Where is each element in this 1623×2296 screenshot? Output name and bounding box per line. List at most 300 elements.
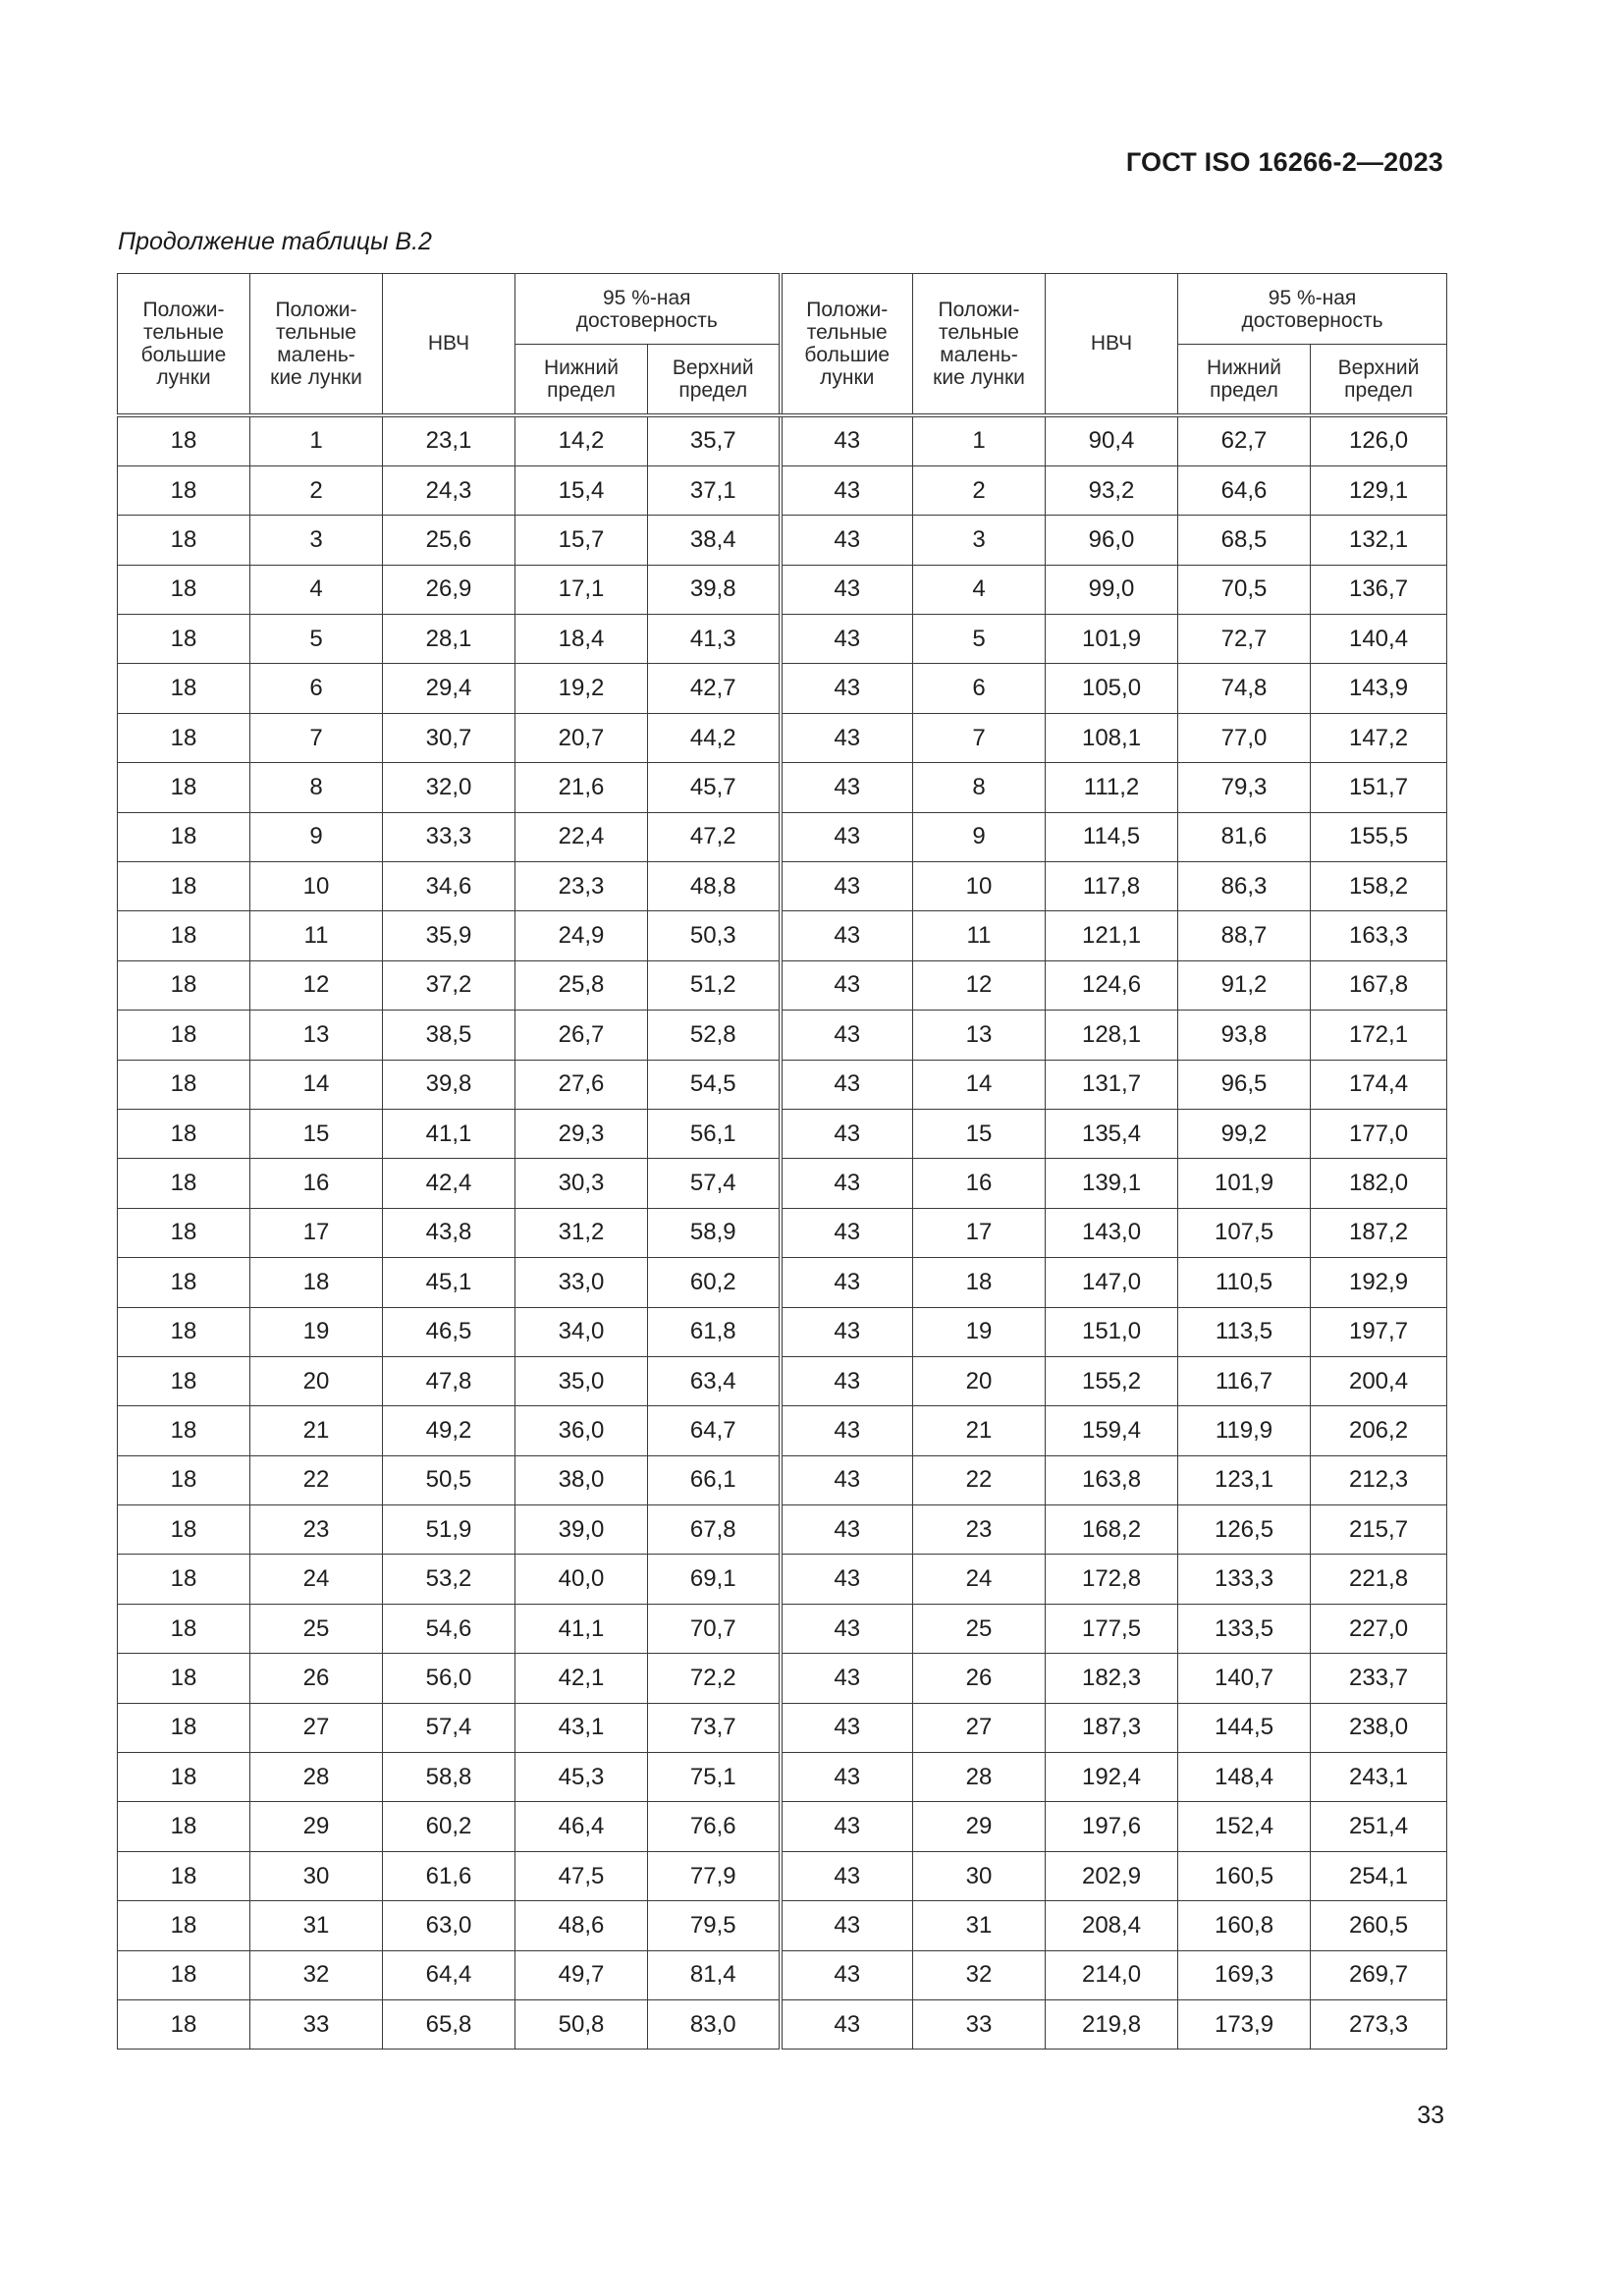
table-cell: 44,2 [648, 713, 781, 762]
table-cell: 163,3 [1311, 911, 1447, 960]
table-cell: 133,3 [1178, 1555, 1311, 1604]
table-cell: 48,8 [648, 862, 781, 911]
table-cell: 43 [781, 615, 913, 664]
table-cell: 123,1 [1178, 1455, 1311, 1504]
table-row [118, 1208, 1447, 1257]
table-cell: 18,4 [515, 615, 648, 664]
table-cell: 169,3 [1178, 1950, 1311, 1999]
table-cell: 34,6 [383, 862, 515, 911]
table-cell: 18 [118, 911, 250, 960]
table-cell: 221,8 [1311, 1555, 1447, 1604]
table-cell: 18 [118, 1703, 250, 1752]
page-number: 33 [1417, 2102, 1444, 2129]
table-cell: 212,3 [1311, 1455, 1447, 1504]
table-cell: 26 [913, 1654, 1046, 1703]
table-cell: 13 [250, 1011, 383, 1060]
header-large-wells: Положи- тельные большие лунки [781, 274, 913, 415]
table-cell: 31 [913, 1901, 1046, 1950]
table-cell: 18 [118, 1307, 250, 1356]
table-cell: 18 [118, 960, 250, 1010]
header-upper-limit: Верхний предел [1311, 345, 1447, 415]
table-cell: 43 [781, 1406, 913, 1455]
table-cell: 43 [781, 763, 913, 812]
table-cell: 43 [781, 1703, 913, 1752]
table-cell: 67,8 [648, 1505, 781, 1555]
table-cell: 2 [250, 465, 383, 515]
table-cell: 18 [118, 415, 250, 466]
table-cell: 18 [118, 516, 250, 565]
table-cell: 159,4 [1046, 1406, 1178, 1455]
table-cell: 48,6 [515, 1901, 648, 1950]
table-cell: 43,8 [383, 1208, 515, 1257]
table-cell: 132,1 [1311, 516, 1447, 565]
table-cell: 152,4 [1178, 1802, 1311, 1851]
table-container [117, 273, 1447, 2050]
table-cell: 22 [250, 1455, 383, 1504]
table-cell: 4 [250, 565, 383, 614]
table-row [118, 415, 1447, 466]
table-row [118, 1505, 1447, 1555]
table-cell: 18 [118, 1555, 250, 1604]
header-small-wells: Положи- тельные малень- кие лунки [913, 274, 1046, 415]
table-cell: 18 [118, 1851, 250, 1900]
table-cell: 42,1 [515, 1654, 648, 1703]
table-cell: 41,1 [383, 1109, 515, 1158]
table-cell: 227,0 [1311, 1604, 1447, 1653]
table-cell: 99,0 [1046, 565, 1178, 614]
table-cell: 9 [913, 812, 1046, 861]
table-cell: 1 [913, 415, 1046, 466]
table-cell: 47,8 [383, 1356, 515, 1405]
table-cell: 24,9 [515, 911, 648, 960]
table-row [118, 862, 1447, 911]
table-row [118, 1455, 1447, 1504]
table-cell: 128,1 [1046, 1011, 1178, 1060]
table-cell: 20 [250, 1356, 383, 1405]
table-cell: 172,1 [1311, 1011, 1447, 1060]
table-cell: 151,7 [1311, 763, 1447, 812]
table-cell: 43 [781, 1060, 913, 1109]
table-cell: 91,2 [1178, 960, 1311, 1010]
table-cell: 2 [913, 465, 1046, 515]
table-cell: 7 [913, 713, 1046, 762]
table-cell: 113,5 [1178, 1307, 1311, 1356]
table-cell: 77,0 [1178, 713, 1311, 762]
header-large-wells: Положи- тельные большие лунки [118, 274, 250, 415]
table-row [118, 1159, 1447, 1208]
table-cell: 15,7 [515, 516, 648, 565]
table-cell: 147,2 [1311, 713, 1447, 762]
table-cell: 72,7 [1178, 615, 1311, 664]
table-cell: 41,1 [515, 1604, 648, 1653]
table-cell: 56,0 [383, 1654, 515, 1703]
table-cell: 260,5 [1311, 1901, 1447, 1950]
table-cell: 117,8 [1046, 862, 1178, 911]
table-row [118, 1851, 1447, 1900]
table-cell: 96,5 [1178, 1060, 1311, 1109]
table-cell: 144,5 [1178, 1703, 1311, 1752]
table-cell: 11 [913, 911, 1046, 960]
table-cell: 214,0 [1046, 1950, 1178, 1999]
table-cell: 30 [913, 1851, 1046, 1900]
table-row [118, 1307, 1447, 1356]
table-row [118, 2000, 1447, 2050]
table-cell: 68,5 [1178, 516, 1311, 565]
table-cell: 8 [913, 763, 1046, 812]
table-cell: 131,7 [1046, 1060, 1178, 1109]
table-row [118, 812, 1447, 861]
table-cell: 18 [118, 1505, 250, 1555]
table-cell: 31 [250, 1901, 383, 1950]
table-cell: 197,7 [1311, 1307, 1447, 1356]
table-cell: 49,2 [383, 1406, 515, 1455]
table-cell: 37,2 [383, 960, 515, 1010]
table-cell: 64,4 [383, 1950, 515, 1999]
table-cell: 73,7 [648, 1703, 781, 1752]
table-cell: 173,9 [1178, 2000, 1311, 2050]
table-cell: 163,8 [1046, 1455, 1178, 1504]
table-cell: 19 [913, 1307, 1046, 1356]
table-cell: 72,2 [648, 1654, 781, 1703]
table-cell: 57,4 [383, 1703, 515, 1752]
table-cell: 18 [118, 862, 250, 911]
table-cell: 43 [781, 1802, 913, 1851]
table-cell: 43 [781, 1505, 913, 1555]
table-cell: 23,1 [383, 415, 515, 466]
table-cell: 133,5 [1178, 1604, 1311, 1653]
table-cell: 64,7 [648, 1406, 781, 1455]
table-cell: 43 [781, 1753, 913, 1802]
table-cell: 25 [250, 1604, 383, 1653]
table-cell: 124,6 [1046, 960, 1178, 1010]
table-cell: 192,9 [1311, 1258, 1447, 1307]
table-cell: 238,0 [1311, 1703, 1447, 1752]
table-cell: 3 [913, 516, 1046, 565]
table-cell: 29 [250, 1802, 383, 1851]
table-cell: 26,7 [515, 1011, 648, 1060]
table-cell: 269,7 [1311, 1950, 1447, 1999]
table-row [118, 1060, 1447, 1109]
table-cell: 50,8 [515, 2000, 648, 2050]
table-cell: 18 [118, 1406, 250, 1455]
table-cell: 19,2 [515, 664, 648, 713]
table-cell: 61,8 [648, 1307, 781, 1356]
table-cell: 60,2 [383, 1802, 515, 1851]
table-cell: 43 [781, 415, 913, 466]
table-cell: 23 [250, 1505, 383, 1555]
table-cell: 11 [250, 911, 383, 960]
table-cell: 273,3 [1311, 2000, 1447, 2050]
table-cell: 172,8 [1046, 1555, 1178, 1604]
table-cell: 18 [118, 1455, 250, 1504]
table-cell: 41,3 [648, 615, 781, 664]
table-cell: 10 [913, 862, 1046, 911]
table-cell: 18 [118, 812, 250, 861]
document-header: ГОСТ ISO 16266-2—2023 [1125, 147, 1443, 177]
table-cell: 93,2 [1046, 465, 1178, 515]
table-cell: 51,2 [648, 960, 781, 1010]
table-row [118, 664, 1447, 713]
table-row [118, 1604, 1447, 1653]
table-row [118, 1802, 1447, 1851]
table-cell: 14,2 [515, 415, 648, 466]
table-cell: 96,0 [1046, 516, 1178, 565]
table-cell: 36,0 [515, 1406, 648, 1455]
table-cell: 20 [913, 1356, 1046, 1405]
table-cell: 33 [913, 2000, 1046, 2050]
table-cell: 143,0 [1046, 1208, 1178, 1257]
table-cell: 23,3 [515, 862, 648, 911]
table-cell: 24,3 [383, 465, 515, 515]
table-cell: 16 [250, 1159, 383, 1208]
table-row [118, 516, 1447, 565]
table-cell: 42,4 [383, 1159, 515, 1208]
table-cell: 47,2 [648, 812, 781, 861]
table-cell: 147,0 [1046, 1258, 1178, 1307]
table-row [118, 1901, 1447, 1950]
table-cell: 29,4 [383, 664, 515, 713]
table-cell: 18 [118, 1356, 250, 1405]
table-cell: 18 [118, 713, 250, 762]
table-cell: 18 [118, 1011, 250, 1060]
table-cell: 126,5 [1178, 1505, 1311, 1555]
table-cell: 18 [118, 2000, 250, 2050]
header-confidence: 95 %-ная достоверность [1178, 274, 1447, 345]
table-cell: 18 [118, 763, 250, 812]
table-cell: 20,7 [515, 713, 648, 762]
table-cell: 62,7 [1178, 415, 1311, 466]
table-cell: 9 [250, 812, 383, 861]
table-cell: 135,4 [1046, 1109, 1178, 1158]
table-cell: 136,7 [1311, 565, 1447, 614]
table-cell: 139,1 [1046, 1159, 1178, 1208]
table-cell: 192,4 [1046, 1753, 1178, 1802]
table-cell: 177,0 [1311, 1109, 1447, 1158]
table-cell: 140,7 [1178, 1654, 1311, 1703]
table-cell: 30,3 [515, 1159, 648, 1208]
table-cell: 151,0 [1046, 1307, 1178, 1356]
table-cell: 51,9 [383, 1505, 515, 1555]
table-cell: 43 [781, 1901, 913, 1950]
table-row [118, 1356, 1447, 1405]
table-row [118, 763, 1447, 812]
table-row [118, 1406, 1447, 1455]
table-cell: 45,7 [648, 763, 781, 812]
header-row [118, 274, 1447, 345]
table-cell: 42,7 [648, 664, 781, 713]
table-cell: 6 [250, 664, 383, 713]
table-cell: 19 [250, 1307, 383, 1356]
table-row [118, 465, 1447, 515]
table-cell: 93,8 [1178, 1011, 1311, 1060]
table-cell: 28,1 [383, 615, 515, 664]
table-cell: 25,6 [383, 516, 515, 565]
table-cell: 29 [913, 1802, 1046, 1851]
table-cell: 35,7 [648, 415, 781, 466]
table-cell: 35,0 [515, 1356, 648, 1405]
table-cell: 28 [913, 1753, 1046, 1802]
table-cell: 140,4 [1311, 615, 1447, 664]
table-cell: 81,4 [648, 1950, 781, 1999]
table-row [118, 1011, 1447, 1060]
table-cell: 45,3 [515, 1753, 648, 1802]
table-cell: 18 [118, 1901, 250, 1950]
header-mpn: НВЧ [383, 274, 515, 415]
header-lower-limit: Нижний предел [515, 345, 648, 415]
table-cell: 81,6 [1178, 812, 1311, 861]
table-caption: Продолжение таблицы В.2 [118, 228, 432, 255]
table-cell: 52,8 [648, 1011, 781, 1060]
table-cell: 43 [781, 565, 913, 614]
table-cell: 15 [250, 1109, 383, 1158]
table-cell: 43 [781, 812, 913, 861]
table-cell: 75,1 [648, 1753, 781, 1802]
table-cell: 12 [250, 960, 383, 1010]
table-cell: 251,4 [1311, 1802, 1447, 1851]
table-cell: 18 [118, 1802, 250, 1851]
table-cell: 77,9 [648, 1851, 781, 1900]
table-cell: 18 [250, 1258, 383, 1307]
table-cell: 3 [250, 516, 383, 565]
table-cell: 43 [781, 1258, 913, 1307]
table-cell: 79,3 [1178, 763, 1311, 812]
table-cell: 101,9 [1046, 615, 1178, 664]
table-cell: 70,7 [648, 1604, 781, 1653]
table-cell: 5 [913, 615, 1046, 664]
table-cell: 63,0 [383, 1901, 515, 1950]
table-cell: 14 [250, 1060, 383, 1109]
table-cell: 18 [913, 1258, 1046, 1307]
table-row [118, 1109, 1447, 1158]
table-cell: 18 [118, 1950, 250, 1999]
table-cell: 111,2 [1046, 763, 1178, 812]
table-row [118, 1950, 1447, 1999]
header-mpn: НВЧ [1046, 274, 1178, 415]
table-cell: 38,4 [648, 516, 781, 565]
table-cell: 43 [781, 1356, 913, 1405]
table-cell: 43 [781, 2000, 913, 2050]
table-cell: 43 [781, 1011, 913, 1060]
table-cell: 200,4 [1311, 1356, 1447, 1405]
table-cell: 18 [118, 1159, 250, 1208]
table-cell: 5 [250, 615, 383, 664]
table-cell: 43 [781, 1950, 913, 1999]
table-cell: 143,9 [1311, 664, 1447, 713]
table-cell: 30 [250, 1851, 383, 1900]
table-cell: 18 [118, 1604, 250, 1653]
table-cell: 16 [913, 1159, 1046, 1208]
table-cell: 43 [781, 1654, 913, 1703]
table-cell: 27,6 [515, 1060, 648, 1109]
header-small-wells: Положи- тельные малень- кие лунки [250, 274, 383, 415]
table-cell: 39,8 [648, 565, 781, 614]
table-cell: 177,5 [1046, 1604, 1178, 1653]
table-cell: 1 [250, 415, 383, 466]
table-cell: 155,2 [1046, 1356, 1178, 1405]
table-cell: 79,5 [648, 1901, 781, 1950]
header-lower-limit: Нижний предел [1178, 345, 1311, 415]
table-row [118, 1753, 1447, 1802]
table-cell: 26 [250, 1654, 383, 1703]
table-cell: 43 [781, 862, 913, 911]
table-cell: 61,6 [383, 1851, 515, 1900]
table-cell: 34,0 [515, 1307, 648, 1356]
table-cell: 99,2 [1178, 1109, 1311, 1158]
table-cell: 58,9 [648, 1208, 781, 1257]
table-cell: 158,2 [1311, 862, 1447, 911]
table-cell: 43 [781, 1208, 913, 1257]
table-cell: 17,1 [515, 565, 648, 614]
table-cell: 17 [913, 1208, 1046, 1257]
table-cell: 105,0 [1046, 664, 1178, 713]
table-cell: 18 [118, 1258, 250, 1307]
table-cell: 4 [913, 565, 1046, 614]
table-cell: 43 [781, 1455, 913, 1504]
table-cell: 21 [913, 1406, 1046, 1455]
table-cell: 45,1 [383, 1258, 515, 1307]
table-cell: 18 [118, 1753, 250, 1802]
table-cell: 21,6 [515, 763, 648, 812]
table-cell: 64,6 [1178, 465, 1311, 515]
table-cell: 18 [118, 615, 250, 664]
table-cell: 39,8 [383, 1060, 515, 1109]
table-cell: 50,5 [383, 1455, 515, 1504]
table-cell: 46,4 [515, 1802, 648, 1851]
table-cell: 32 [913, 1950, 1046, 1999]
table-cell: 160,8 [1178, 1901, 1311, 1950]
table-cell: 107,5 [1178, 1208, 1311, 1257]
table-cell: 54,6 [383, 1604, 515, 1653]
table-cell: 23 [913, 1505, 1046, 1555]
table-cell: 219,8 [1046, 2000, 1178, 2050]
table-row [118, 960, 1447, 1010]
table-cell: 10 [250, 862, 383, 911]
table-row [118, 565, 1447, 614]
table-cell: 25 [913, 1604, 1046, 1653]
header-upper-limit: Верхний предел [648, 345, 781, 415]
table-cell: 243,1 [1311, 1753, 1447, 1802]
table-cell: 187,3 [1046, 1703, 1178, 1752]
table-cell: 6 [913, 664, 1046, 713]
table-cell: 18 [118, 664, 250, 713]
table-cell: 13 [913, 1011, 1046, 1060]
table-cell: 27 [250, 1703, 383, 1752]
table-cell: 18 [118, 1654, 250, 1703]
table-cell: 18 [118, 465, 250, 515]
table-cell: 148,4 [1178, 1753, 1311, 1802]
table-row [118, 1654, 1447, 1703]
table-cell: 110,5 [1178, 1258, 1311, 1307]
table-cell: 43 [781, 1109, 913, 1158]
table-cell: 56,1 [648, 1109, 781, 1158]
table-cell: 38,0 [515, 1455, 648, 1504]
table-cell: 15,4 [515, 465, 648, 515]
table-cell: 88,7 [1178, 911, 1311, 960]
table-cell: 30,7 [383, 713, 515, 762]
table-cell: 60,2 [648, 1258, 781, 1307]
table-cell: 119,9 [1178, 1406, 1311, 1455]
table-cell: 18 [118, 1060, 250, 1109]
table-cell: 50,3 [648, 911, 781, 960]
table-cell: 24 [913, 1555, 1046, 1604]
table-cell: 7 [250, 713, 383, 762]
table-cell: 21 [250, 1406, 383, 1455]
table-cell: 17 [250, 1208, 383, 1257]
table-cell: 28 [250, 1753, 383, 1802]
table-cell: 70,5 [1178, 565, 1311, 614]
table-cell: 22,4 [515, 812, 648, 861]
table-cell: 208,4 [1046, 1901, 1178, 1950]
